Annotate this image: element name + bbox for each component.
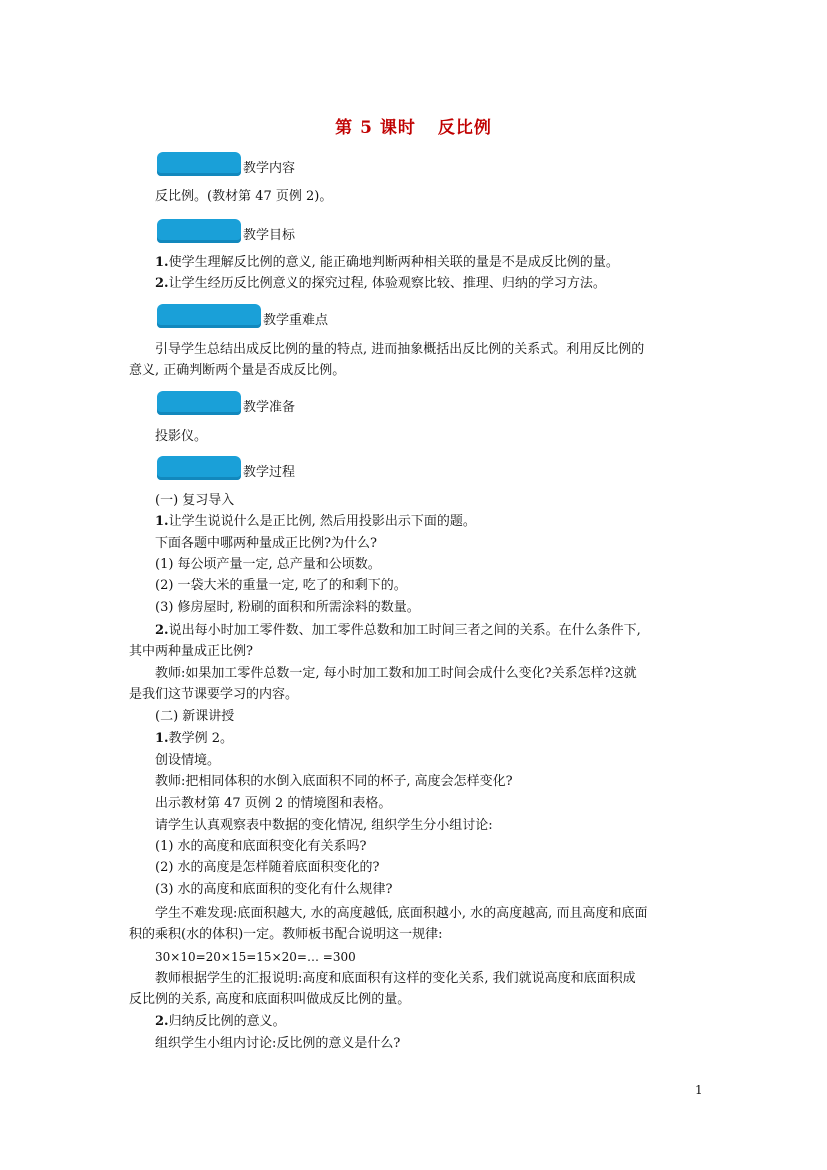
page-number: 1 <box>695 1083 703 1097</box>
section-tab <box>157 219 241 243</box>
process-line: 教师:把相同体积的水倒入底面积不同的杯子, 高度会怎样变化? <box>155 774 513 789</box>
process-line: (3) 水的高度和底面积的变化有什么规律? <box>155 882 393 897</box>
process-line: (一) 复习导入 <box>155 493 235 508</box>
section-tab <box>157 304 261 328</box>
section-label: 教学过程 <box>243 465 296 480</box>
formula-line: 30×10=20×15=15×20=… =300 <box>155 950 356 964</box>
keypoint-line-2: 意义, 正确判断两个量是否成反比例。 <box>129 363 346 378</box>
process-line: 学生不难发现:底面积越大, 水的高度越低, 底面积越小, 水的高度越高, 而且高度和底面 <box>155 906 648 921</box>
process-line: (1) 每公顷产量一定, 总产量和公顷数。 <box>155 557 381 572</box>
process-line: 反比例的关系, 高度和底面积叫做成反比例的量。 <box>129 992 411 1007</box>
prep-text: 投影仪。 <box>155 429 208 444</box>
process-line: 出示教材第 47 页例 2 的情境图和表格。 <box>155 796 392 811</box>
process-line: (2) 一袋大米的重量一定, 吃了的和剩下的。 <box>155 578 407 593</box>
goal-text: 使学生理解反比例的意义, 能正确地判断两种相关联的量是不是成反比例的量。 <box>168 255 619 270</box>
page-title <box>0 113 827 138</box>
list-number: 2. <box>155 1014 169 1029</box>
section-tab <box>157 456 241 480</box>
goal-line-1 <box>155 254 619 272</box>
process-line: 其中两种量成正比例? <box>129 644 253 659</box>
goal-line-2 <box>155 275 606 293</box>
process-line: (1) 水的高度和底面积变化有关系吗? <box>155 839 367 854</box>
process-line <box>155 513 476 531</box>
list-number: 2. <box>155 623 169 638</box>
process-line: 组织学生小组内讨论:反比例的意义是什么? <box>155 1036 401 1051</box>
process-text: 教学例 2。 <box>168 731 233 746</box>
process-line <box>155 622 641 640</box>
section-tab <box>157 391 241 415</box>
process-line: (3) 修房屋时, 粉刷的面积和所需涂料的数量。 <box>155 600 420 615</box>
section-label: 教学目标 <box>243 228 296 243</box>
process-text: 说出每小时加工零件数、加工零件总数和加工时间三者之间的关系。在什么条件下, <box>168 623 641 638</box>
teaching-content-text: 反比例。(教材第 47 页例 2)。 <box>155 189 333 204</box>
list-number: 1. <box>155 731 169 746</box>
process-line: (2) 水的高度是怎样随着底面积变化的? <box>155 860 380 875</box>
process-line: 创设情境。 <box>155 753 221 768</box>
process-text: 归纳反比例的意义。 <box>168 1014 286 1029</box>
process-line: 教师根据学生的汇报说明:高度和底面积有这样的变化关系, 我们就说高度和底面积成 <box>155 971 636 986</box>
process-line <box>155 730 233 748</box>
goal-text: 让学生经历反比例意义的探究过程, 体验观察比较、推理、归纳的学习方法。 <box>168 276 606 291</box>
section-label: 教学内容 <box>243 161 296 176</box>
process-line <box>155 1013 286 1031</box>
section-label: 教学重难点 <box>263 313 329 328</box>
section-tab <box>157 152 241 176</box>
title-main: 反比例 <box>437 118 492 138</box>
process-line: 下面各题中哪两种量成正比例?为什么? <box>155 536 377 551</box>
process-line: 请学生认真观察表中数据的变化情况, 组织学生分小组讨论: <box>155 818 493 833</box>
title-prefix: 第 5 课时 <box>335 118 416 138</box>
process-line: 积的乘积(水的体积)一定。教师板书配合说明这一规律: <box>129 927 443 942</box>
list-number: 1. <box>155 514 169 529</box>
process-line: 是我们这节课要学习的内容。 <box>129 687 299 702</box>
list-number: 2. <box>155 276 169 291</box>
section-label: 教学准备 <box>243 400 296 415</box>
process-line: 教师:如果加工零件总数一定, 每小时加工数和加工时间会成什么变化?关系怎样?这就 <box>155 666 637 681</box>
process-text: 让学生说说什么是正比例, 然后用投影出示下面的题。 <box>168 514 476 529</box>
list-number: 1. <box>155 255 169 270</box>
keypoint-line-1: 引导学生总结出成反比例的量的特点, 进而抽象概括出反比例的关系式。利用反比例的 <box>155 342 645 357</box>
process-line: (二) 新课讲授 <box>155 709 235 724</box>
